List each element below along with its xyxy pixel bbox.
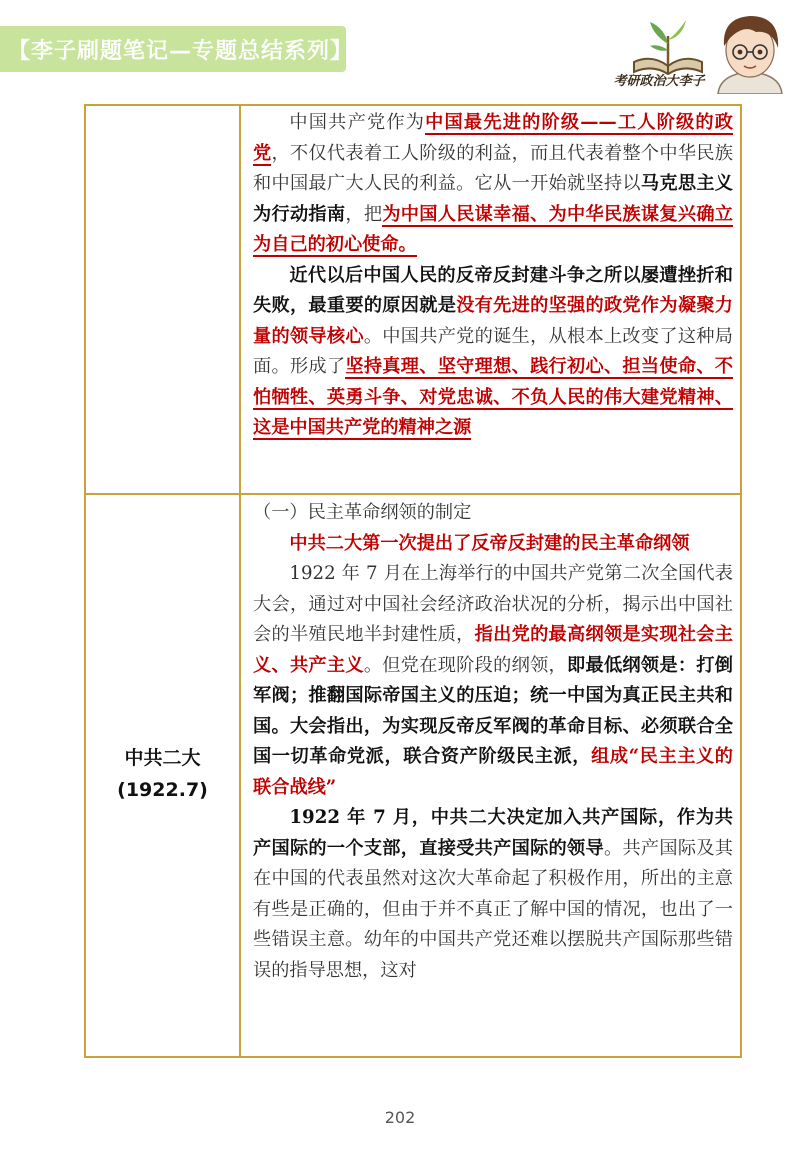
red-emphasis: 没有先进的坚强的政党作为凝聚力量的领导核心 xyxy=(253,295,733,347)
row2-paragraph-2 xyxy=(253,803,733,986)
row1-paragraph-1 xyxy=(253,108,733,261)
red-emphasis: 中国最先进的阶级——工人阶级的政党 xyxy=(253,112,733,164)
text-span: 。但党在现阶段的纲领， xyxy=(363,654,568,676)
bold-emphasis: 近代以后中国人民的反帝反封建斗争之所以屡遭挫折和失败，最重要的原因就是 xyxy=(253,264,733,316)
bold-emphasis: 马克思主义为行动指南 xyxy=(253,173,733,225)
red-emphasis: 指出党的最高纲领是实现社会主义、共产主义 xyxy=(253,624,733,676)
red-emphasis: 坚持真理、坚守理想、践行初心、担当使命、不怕牺牲、英勇斗争、对党忠诚、不负人民的伟大建党精神、这是中国共产党的精神之源 xyxy=(253,356,733,438)
series-title: 【李子刷题笔记—专题总结系列】 xyxy=(8,38,354,64)
text-span: 中国共产党作为 xyxy=(289,112,426,133)
section-heading: （一）民主革命纲领的制定 xyxy=(253,502,472,523)
text-span: 1922 年 7 月在上海举行的中国共产党第二次全国代表大会，通过对中国社会经济政治状况的分析，揭示出中国社会的半殖民地半封建性质， xyxy=(253,563,733,645)
red-emphasis: 为中国人民谋幸福、为中华民族谋复兴确立为自己的初心使命。 xyxy=(253,203,733,255)
row2-content-cell xyxy=(253,498,733,986)
red-emphasis: 组成“民主主义的联合战线” xyxy=(253,746,733,798)
row1-content-cell xyxy=(253,108,733,444)
bold-emphasis: 即最低纲领是：打倒军阀；推翻国际帝国主义的压迫；统一中国为真正民主共和国。大会指出，为实现反帝反军阀的革命目标、必须联合全国一切革命党派，联合资产阶级民主派， xyxy=(253,654,733,767)
content-table xyxy=(84,104,742,1058)
text-span: 。共产国际及其在中国的代表虽然对这次大革命起了积极作用，所出的主意有些是正确的，但由于并不真正了解中国的情况，也出了一些错误主意。幼年的中国共产党还难以摆脱共产国际那些错误的指导思想，这对 xyxy=(253,837,733,981)
bold-emphasis: 1922 年 7 月，中共二大决定加入共产国际，作为共产国际的一个支部，直接受共产国际的领导 xyxy=(253,807,733,859)
row2-paragraph-1 xyxy=(253,559,733,803)
series-banner xyxy=(0,26,354,72)
brand-text: 考研政治大李子 xyxy=(613,74,705,89)
sprout-book-logo-icon xyxy=(628,18,708,76)
sub-heading: 中共二大第一次提出了反帝反封建的民主革命纲领 xyxy=(289,532,690,554)
page-number: 202 xyxy=(384,1108,416,1127)
text-span: 。中国共产党的诞生，从根本上改变了这种局面。形成了 xyxy=(253,325,733,377)
congress-date: (1922.7) xyxy=(117,779,208,801)
text-span: ，不仅代表着工人阶级的利益，而且代表着整个中华民族和中国最广大人民的利益。它从一开始就坚持以 xyxy=(253,142,733,194)
congress-name: 中共二大 xyxy=(124,747,201,769)
row-divider xyxy=(86,493,740,495)
row2-label-cell xyxy=(86,742,239,806)
avatar-illustration-icon xyxy=(708,8,792,94)
column-divider xyxy=(239,106,241,1056)
row1-paragraph-2 xyxy=(253,261,733,444)
text-span: ，把 xyxy=(345,203,383,225)
